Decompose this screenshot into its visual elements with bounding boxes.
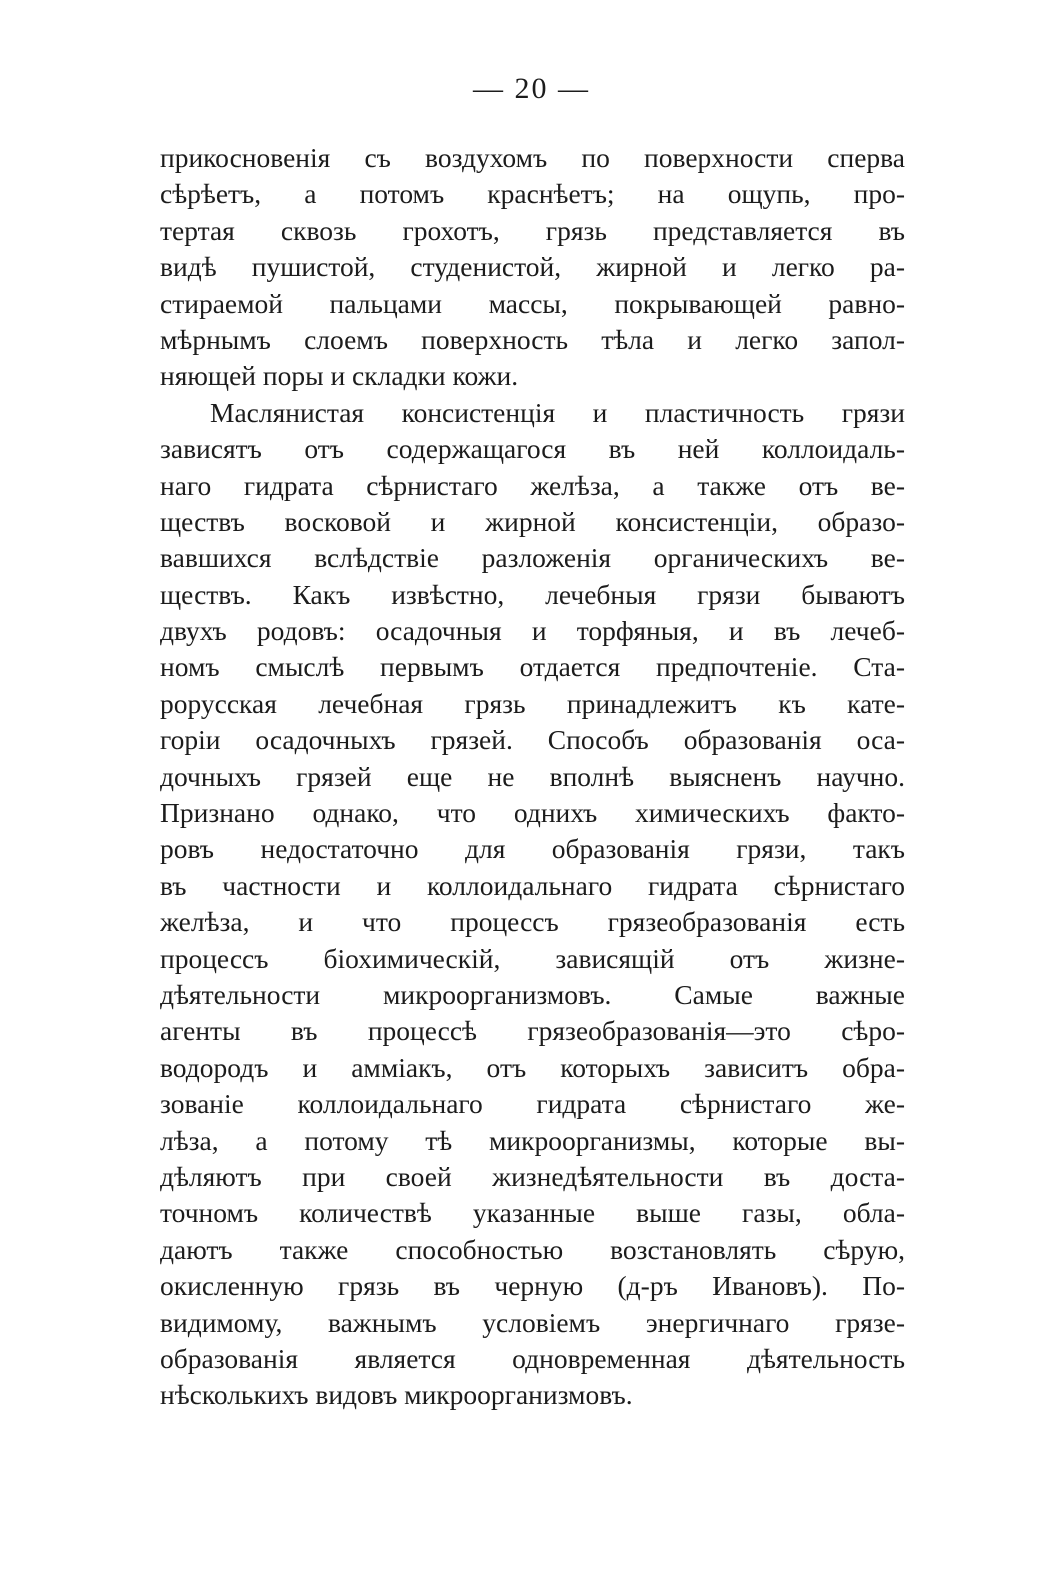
text-line: точномъ количествѣ указанные выше газы, обла- [160,1197,905,1229]
text-line: ровъ недостаточно для образованія грязи, такъ [160,833,905,865]
text-line: дѣляютъ при своей жизнедѣятельности въ доста- [160,1160,905,1192]
text-line: зованіе коллоидальнаго гидрата сѣрнистаго же- [160,1088,905,1120]
text-line: ществъ. Какъ извѣстно, лечебныя грязи бываютъ [160,578,905,610]
text-line: видимому, важнымъ условіемъ энергичнаго грязе- [160,1306,905,1338]
text-line: двухъ родовъ: осадочныя и торфяныя, и въ лечеб- [160,615,905,647]
text-line: агенты въ процессѣ грязеобразованія—это сѣро- [160,1015,905,1047]
paragraph [160,140,905,395]
text-line: въ частности и коллоидальнаго гидрата сѣрнистаго [160,869,905,901]
text-line: мѣрнымъ слоемъ поверхность тѣла и легко запол- [160,323,905,355]
text-line: лѣза, а потому тѣ микроорганизмы, которые вы- [160,1124,905,1156]
text-line: рорусская лечебная грязь принадлежитъ къ кате- [160,687,905,719]
text-line: дочныхъ грязей еще не вполнѣ выясненъ научно. [160,760,905,792]
text-line: водородъ и амміакъ, отъ которыхъ зависитъ обра- [160,1051,905,1083]
text-line: няющей поры и складки кожи. [160,360,519,392]
text-line: Маслянистая консистенція и пластичность грязи [210,396,905,428]
text-line: стираемой пальцами массы, покрывающей равно- [160,287,905,319]
text-line: тертая сквозь грохотъ, грязь представляется въ [160,214,905,246]
text-line: ществъ восковой и жирной консистенціи, образо- [160,505,905,537]
text-line: дѣятельности микроорганизмовъ. Самые важные [160,978,905,1010]
text-line: зависятъ отъ содержащагося въ ней коллоидаль- [160,433,905,465]
text-line: окисленную грязь въ черную (д-ръ Ивановъ). По- [160,1270,905,1302]
text-line: Признано однако, что однихъ химическихъ факто- [160,797,905,829]
text-line: даютъ также способностью возстановлять сѣрую, [160,1233,905,1265]
text-line: образованія является одновременная дѣятельность [160,1342,905,1374]
text-line: горіи осадочныхъ грязей. Способъ образованія оса- [160,724,905,756]
page-number: — 20 — [473,72,590,105]
text-line: вавшихся вслѣдствіе разложенія органическихъ ве- [160,542,905,574]
text-line: процессъ біохимическій, зависящій отъ жизне- [160,942,905,974]
paragraph [160,395,905,1414]
text-line: сѣрѣетъ, а потомъ краснѣетъ; на ощупь, про- [160,178,905,210]
text-line: желѣза, и что процессъ грязеобразованія есть [160,906,905,938]
body-text [160,140,905,1414]
text-line: наго гидрата сѣрнистаго желѣза, а также отъ ве- [160,469,905,501]
text-line: прикосновенія съ воздухомъ по поверхности сперва [160,142,905,173]
text-line: видѣ пушистой, студенистой, жирной и легко ра- [160,251,905,283]
text-line: номъ смыслѣ первымъ отдается предпочтеніе. Ста- [160,651,905,683]
text-line: нѣсколькихъ видовъ микроорганизмовъ. [160,1379,633,1411]
